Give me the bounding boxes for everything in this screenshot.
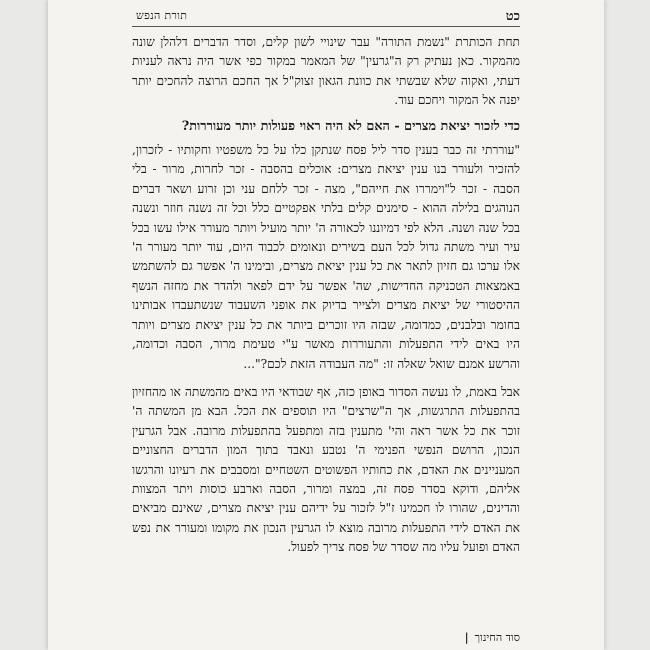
reply-paragraph: אבל באמת, לו נעשה הסדור באופן כזה, אף שבודאי היו באים מהמשתה או מהחזיון בהתפעלות התרגשות, אך ה"שרצים" היו תוספים את הכל. הבא מן המשתה ה' זוכר את כל אשר ראה והי' מתענין בזה ומתפעל בהתפעלות מרובה. אבל הגרעין הנכון, הרושם הנפשי הפנימי ה' נטבע ונאבד בתוך המון הדברים החצוניים המעניינים את האדם, את כחותיו הפשוטים השטחיים ומסבבים את רעיונו והרגשו אליהם, ודוקא בסדר פסח זה, במצה ומרור, הסבה וארבע כוסות ויתר המצוות והדינים, שהורו לו חכמינו ז"ל לזכור על ידיהם ענין יציאת מצרים, שאינם מביאים את האדם לידי התפעלות מרובה מוצא לו הגרעין הנכון את מקומו ומעורר את נפש האדם ופועל עליו מה שסדר של פסח צריך לפעול. — [132, 384, 520, 555]
page-header — [136, 8, 520, 26]
footer-book-title: סוד החינוך — [474, 631, 520, 644]
page-footer — [465, 631, 520, 644]
quote-paragraph: "עוררתי זה כבר בענין סדר ליל פסח שנתקן כלו על כל משפטיו וחקותיו - לזכרון, להזכיר ולעורר בנו ענין יציאת מצרים: אוכלים בהסבה - זכר לחרות, מרור - בלי הסבה - זכר ל"וימררו את חייהם", מצה - זכר ללחם עני וכן זרוע ושאר דברים הנוהגים בלילה ההוא - סימנים קלים בלתי אפקטיים כלל וכל זה נשנה חוזר ונשנה בכל שנה ושנה. הלא לפי דמיוננו לכאורה ה' יותר מועיל ויותר מעורר אילו עשו בכל עיר ועיר משתה גדול לכל העם בשירים ונאומים לכבוד היום, עוד יותר מעורר ה' אלו ערכו גם חזיון לתאר את כל ענין יציאת מצרים, ובימינו ה' אפשר גם להשתמש באמצאות הטכניקה החדישות, שה' אפשר על ידם לפאר ולהדר את מחזה הנשף ההיסטורי של יציאת מצרים ולצייר בדיוק את אופני השעבוד שנשתעבדו אבותינו בחומר ובלבנים, כמדומה, שבזה היו זוכרים ביותר את כל ענין יציאת מצרים ויותר היו באים לידי התפעלות והתעוררות מאשר ע"י טעימת מרור, הסבה וכדומה, והרשע אמנם שואל שאלה זו: "מה העבודה הזאת לכם?"... — [132, 143, 520, 371]
body-text — [132, 33, 520, 558]
book-page — [48, 0, 604, 650]
page-number: כט — [505, 9, 520, 24]
running-title: תורת הנפש — [136, 9, 188, 22]
section-heading: כדי לזכור יציאת מצרים - האם לא היה ראוי פעולות יותר מעוררות? — [181, 118, 520, 134]
intro-paragraph: תחת הכותרת "נשמת התורה" עבר שינויי לשון קלים, וסדר הדברים דלהלן שונה מהמקור. כאן נעתיק רק ה"גרעין" של המאמר במקור כפי אשר היה נראה לעניות דעתי, ואקוה שלא שבשתי את כוונת הגאון זצוק"ל אך החכם הרוצה להחכים יותר יפנה אל המקור ויחכם עוד. — [132, 35, 520, 108]
header-rule — [132, 26, 520, 27]
footer-bar: | — [464, 631, 469, 644]
